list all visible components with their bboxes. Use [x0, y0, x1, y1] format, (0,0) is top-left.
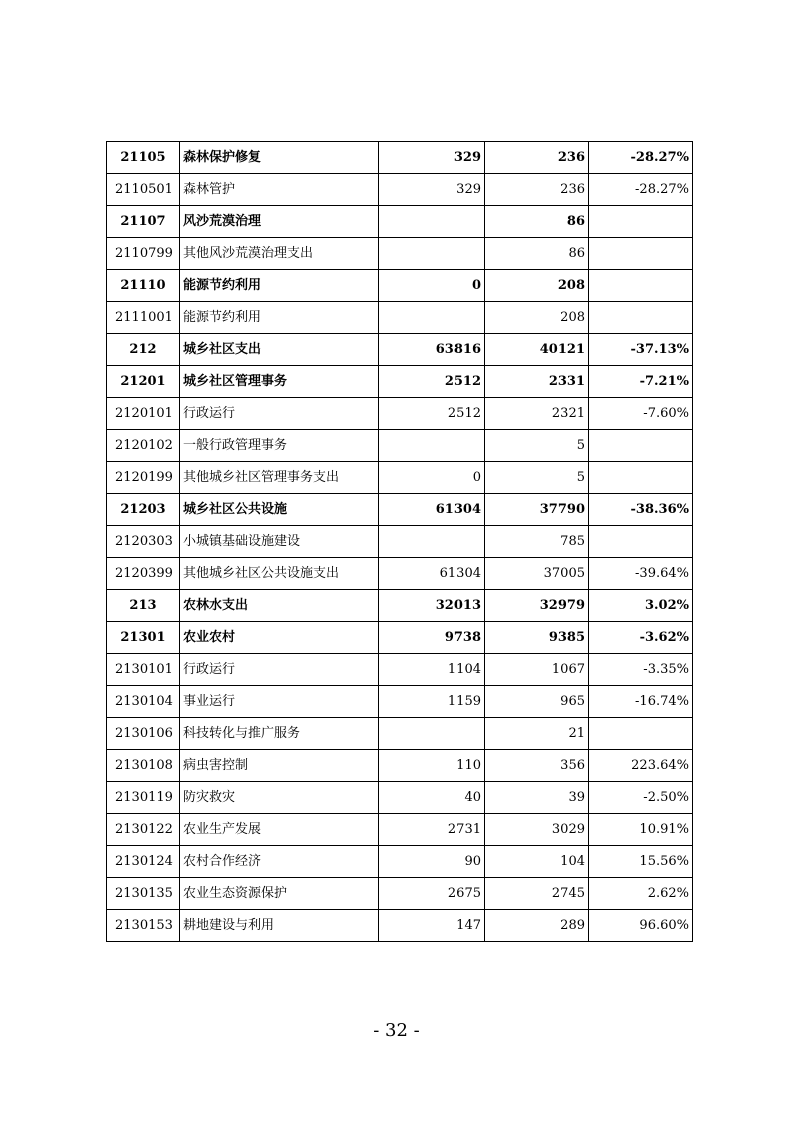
row-name-cell: 科技转化与推广服务 [180, 718, 379, 750]
page-number: - 32 - [373, 1020, 420, 1041]
row-code-cell: 2130153 [107, 910, 180, 942]
table-row [107, 302, 693, 334]
row-code-cell: 2120303 [107, 526, 180, 558]
row-value-curr-cell: 86 [485, 206, 589, 238]
row-name-cell: 城乡社区管理事务 [180, 366, 379, 398]
row-value-curr-cell: 236 [485, 174, 589, 206]
table-row [107, 526, 693, 558]
table-row [107, 334, 693, 366]
row-value-prev-cell: 147 [379, 910, 485, 942]
row-code-cell: 21110 [107, 270, 180, 302]
row-code-cell: 2130108 [107, 750, 180, 782]
table-row [107, 878, 693, 910]
row-value-prev-cell: 32013 [379, 590, 485, 622]
row-code-cell: 21105 [107, 142, 180, 174]
row-name-cell: 农村合作经济 [180, 846, 379, 878]
row-code-cell: 2130119 [107, 782, 180, 814]
row-value-curr-cell: 1067 [485, 654, 589, 686]
row-value-prev-cell: 329 [379, 174, 485, 206]
row-value-prev-cell: 61304 [379, 494, 485, 526]
table-row [107, 686, 693, 718]
row-value-curr-cell: 5 [485, 430, 589, 462]
row-name-cell: 森林保护修复 [180, 142, 379, 174]
row-code-cell: 21107 [107, 206, 180, 238]
row-value-prev-cell [379, 718, 485, 750]
row-code-cell: 2130135 [107, 878, 180, 910]
row-value-curr-cell: 785 [485, 526, 589, 558]
row-value-prev-cell: 0 [379, 462, 485, 494]
row-code-cell: 2111001 [107, 302, 180, 334]
row-code-cell: 2120102 [107, 430, 180, 462]
row-value-curr-cell: 3029 [485, 814, 589, 846]
row-name-cell: 其他风沙荒漠治理支出 [180, 238, 379, 270]
row-name-cell: 能源节约利用 [180, 270, 379, 302]
row-value-curr-cell: 208 [485, 302, 589, 334]
row-code-cell: 2130101 [107, 654, 180, 686]
row-change-pct-cell: -2.50% [589, 782, 693, 814]
table-row [107, 718, 693, 750]
row-code-cell: 2120199 [107, 462, 180, 494]
row-value-prev-cell: 63816 [379, 334, 485, 366]
row-name-cell: 城乡社区公共设施 [180, 494, 379, 526]
row-value-curr-cell: 208 [485, 270, 589, 302]
row-value-curr-cell: 2745 [485, 878, 589, 910]
row-value-prev-cell [379, 430, 485, 462]
row-change-pct-cell: -39.64% [589, 558, 693, 590]
budget-table [106, 141, 693, 942]
row-value-prev-cell [379, 526, 485, 558]
row-change-pct-cell: 3.02% [589, 590, 693, 622]
row-value-curr-cell: 39 [485, 782, 589, 814]
row-change-pct-cell: -7.60% [589, 398, 693, 430]
row-value-prev-cell: 2512 [379, 398, 485, 430]
table-row [107, 206, 693, 238]
row-name-cell: 行政运行 [180, 398, 379, 430]
row-change-pct-cell: -7.21% [589, 366, 693, 398]
row-change-pct-cell: -37.13% [589, 334, 693, 366]
row-change-pct-cell [589, 302, 693, 334]
row-name-cell: 其他城乡社区管理事务支出 [180, 462, 379, 494]
table-row [107, 814, 693, 846]
row-change-pct-cell: 96.60% [589, 910, 693, 942]
row-change-pct-cell: 10.91% [589, 814, 693, 846]
table-row [107, 366, 693, 398]
table-row [107, 174, 693, 206]
row-value-prev-cell: 2675 [379, 878, 485, 910]
table-row [107, 654, 693, 686]
row-name-cell: 小城镇基础设施建设 [180, 526, 379, 558]
row-value-curr-cell: 356 [485, 750, 589, 782]
row-code-cell: 2110799 [107, 238, 180, 270]
table-row [107, 270, 693, 302]
row-name-cell: 农林水支出 [180, 590, 379, 622]
row-value-prev-cell: 1159 [379, 686, 485, 718]
row-code-cell: 2110501 [107, 174, 180, 206]
table-row [107, 494, 693, 526]
row-value-prev-cell: 9738 [379, 622, 485, 654]
row-change-pct-cell [589, 430, 693, 462]
row-value-prev-cell: 110 [379, 750, 485, 782]
row-name-cell: 病虫害控制 [180, 750, 379, 782]
row-value-curr-cell: 5 [485, 462, 589, 494]
table-row [107, 462, 693, 494]
row-change-pct-cell [589, 462, 693, 494]
row-code-cell: 2130104 [107, 686, 180, 718]
row-value-curr-cell: 37790 [485, 494, 589, 526]
row-value-curr-cell: 104 [485, 846, 589, 878]
row-name-cell: 能源节约利用 [180, 302, 379, 334]
table-row [107, 846, 693, 878]
row-value-prev-cell: 2512 [379, 366, 485, 398]
row-change-pct-cell [589, 238, 693, 270]
row-value-prev-cell [379, 206, 485, 238]
row-value-prev-cell: 329 [379, 142, 485, 174]
row-value-curr-cell: 2331 [485, 366, 589, 398]
row-name-cell: 风沙荒漠治理 [180, 206, 379, 238]
row-change-pct-cell: -28.27% [589, 142, 693, 174]
table-body [107, 142, 693, 942]
row-code-cell: 2130106 [107, 718, 180, 750]
row-value-prev-cell [379, 238, 485, 270]
table-row [107, 750, 693, 782]
row-value-prev-cell: 40 [379, 782, 485, 814]
row-value-prev-cell: 90 [379, 846, 485, 878]
row-name-cell: 事业运行 [180, 686, 379, 718]
row-code-cell: 212 [107, 334, 180, 366]
row-value-prev-cell: 61304 [379, 558, 485, 590]
table-row [107, 398, 693, 430]
row-value-prev-cell: 0 [379, 270, 485, 302]
row-name-cell: 一般行政管理事务 [180, 430, 379, 462]
row-code-cell: 21201 [107, 366, 180, 398]
row-name-cell: 行政运行 [180, 654, 379, 686]
table-row [107, 142, 693, 174]
row-code-cell: 2120101 [107, 398, 180, 430]
row-value-curr-cell: 965 [485, 686, 589, 718]
row-code-cell: 213 [107, 590, 180, 622]
row-change-pct-cell [589, 206, 693, 238]
table-row [107, 558, 693, 590]
row-value-curr-cell: 40121 [485, 334, 589, 366]
row-change-pct-cell [589, 270, 693, 302]
row-value-curr-cell: 21 [485, 718, 589, 750]
row-name-cell: 其他城乡社区公共设施支出 [180, 558, 379, 590]
row-change-pct-cell: 2.62% [589, 878, 693, 910]
row-name-cell: 耕地建设与利用 [180, 910, 379, 942]
row-code-cell: 2120399 [107, 558, 180, 590]
row-name-cell: 农业生态资源保护 [180, 878, 379, 910]
table-row [107, 238, 693, 270]
row-value-curr-cell: 9385 [485, 622, 589, 654]
table-row [107, 590, 693, 622]
table-row [107, 910, 693, 942]
row-change-pct-cell: -38.36% [589, 494, 693, 526]
row-change-pct-cell: 223.64% [589, 750, 693, 782]
row-change-pct-cell [589, 718, 693, 750]
row-name-cell: 森林管护 [180, 174, 379, 206]
row-code-cell: 2130122 [107, 814, 180, 846]
row-change-pct-cell: 15.56% [589, 846, 693, 878]
row-change-pct-cell [589, 526, 693, 558]
table-row [107, 622, 693, 654]
row-name-cell: 农业生产发展 [180, 814, 379, 846]
row-name-cell: 农业农村 [180, 622, 379, 654]
row-name-cell: 防灾救灾 [180, 782, 379, 814]
row-code-cell: 2130124 [107, 846, 180, 878]
row-name-cell: 城乡社区支出 [180, 334, 379, 366]
row-value-curr-cell: 289 [485, 910, 589, 942]
row-value-curr-cell: 37005 [485, 558, 589, 590]
row-code-cell: 21203 [107, 494, 180, 526]
row-change-pct-cell: -3.62% [589, 622, 693, 654]
row-value-curr-cell: 236 [485, 142, 589, 174]
row-value-prev-cell: 1104 [379, 654, 485, 686]
row-value-curr-cell: 2321 [485, 398, 589, 430]
table-row [107, 430, 693, 462]
row-change-pct-cell: -3.35% [589, 654, 693, 686]
row-value-curr-cell: 32979 [485, 590, 589, 622]
row-change-pct-cell: -28.27% [589, 174, 693, 206]
row-value-prev-cell: 2731 [379, 814, 485, 846]
row-value-curr-cell: 86 [485, 238, 589, 270]
row-value-prev-cell [379, 302, 485, 334]
row-code-cell: 21301 [107, 622, 180, 654]
table-row [107, 782, 693, 814]
row-change-pct-cell: -16.74% [589, 686, 693, 718]
